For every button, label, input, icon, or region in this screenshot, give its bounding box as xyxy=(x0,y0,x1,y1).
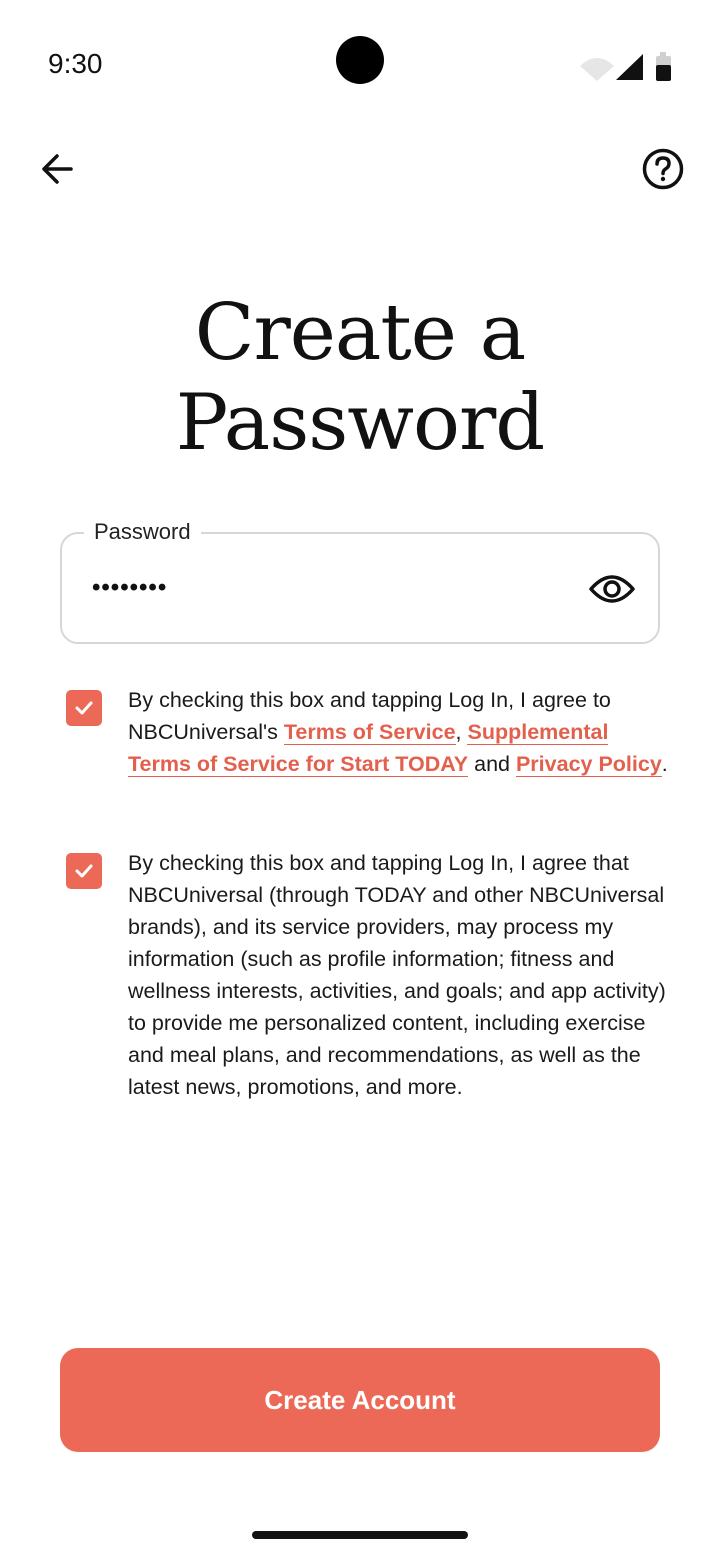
privacy-policy-link[interactable]: Privacy Policy xyxy=(515,752,662,776)
status-time: 9:30 xyxy=(48,48,103,79)
data-processing-checkbox[interactable] xyxy=(66,853,102,889)
help-button[interactable] xyxy=(636,142,690,196)
battery-icon xyxy=(656,52,671,81)
arrow-left-icon xyxy=(39,151,75,187)
show-password-toggle[interactable] xyxy=(584,564,640,614)
password-input[interactable]: •••••••• xyxy=(92,574,168,601)
system-icons xyxy=(576,48,686,84)
camera-cutout xyxy=(336,36,384,84)
terms-checkbox[interactable] xyxy=(66,690,102,726)
terms-separator-2: and xyxy=(468,752,516,776)
terms-text-end: . xyxy=(661,752,668,776)
question-circle-icon xyxy=(641,147,685,191)
back-button[interactable] xyxy=(30,142,84,196)
check-icon xyxy=(73,697,95,719)
page-title-line-1: Create a xyxy=(194,288,526,378)
terms-of-service-link[interactable]: Terms of Service xyxy=(283,720,456,744)
terms-text-intro: By checking this box and tapping Log In, I agree to NBCUniversal's xyxy=(128,688,611,744)
data-processing-consent-text: By checking this box and tapping Log In, I agree that NBCUniversal (through TODAY and other NBCUniversal brands), and its service providers, may process my information (such as profile information; fitness and wellness interests, activities, and goals; and app activity) to provide me personalized content, including exercise and meal plans, and recommendations, as well as the latest news, promotions, and more. xyxy=(128,851,666,1099)
check-icon xyxy=(73,860,95,882)
status-bar xyxy=(0,0,720,130)
page-title xyxy=(0,288,720,468)
password-label: Password xyxy=(84,518,201,546)
home-indicator[interactable] xyxy=(252,1531,468,1539)
eye-icon xyxy=(588,571,636,607)
wifi-icon xyxy=(580,58,614,81)
supplemental-terms-link[interactable]: Supplemental Terms of Service for Start TODAY xyxy=(128,720,609,776)
page-title-line-2: Password xyxy=(175,378,545,468)
password-field[interactable] xyxy=(60,519,660,644)
cellular-signal-icon xyxy=(616,54,643,80)
terms-consent-text xyxy=(128,684,668,780)
terms-separator-1: , xyxy=(455,720,468,744)
create-account-button[interactable]: Create Account xyxy=(60,1348,660,1452)
